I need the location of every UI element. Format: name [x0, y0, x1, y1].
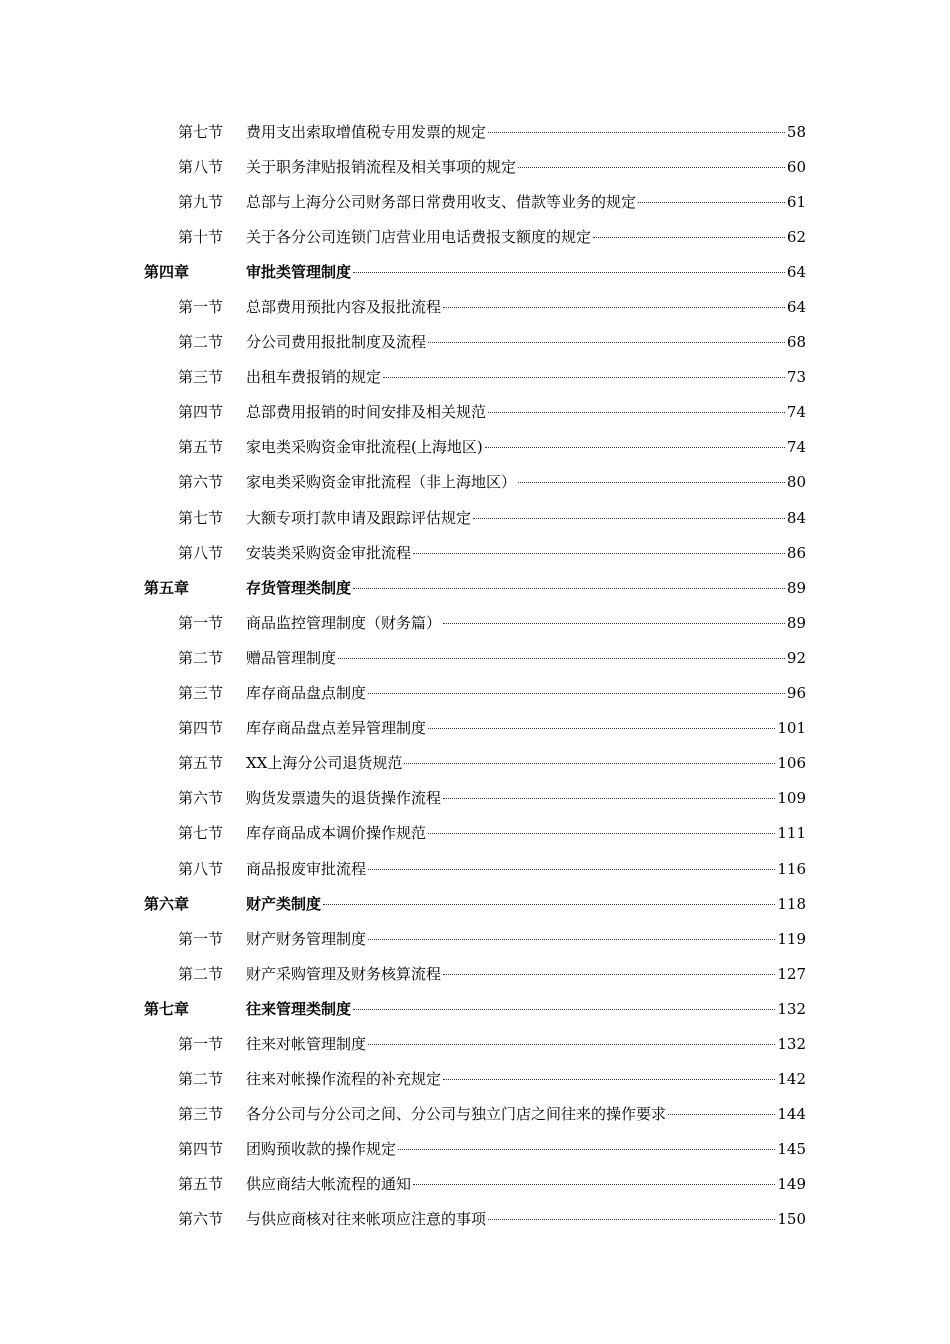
toc-entry-page-number: 64 [786, 298, 806, 317]
toc-entry-number: 第三节 [178, 368, 224, 387]
toc-entry-title: 各分公司与分公司之间、分公司与独立门店之间往来的操作要求 [246, 1105, 667, 1124]
toc-entry-page-number: 149 [777, 1175, 806, 1194]
dot-leader [443, 1079, 775, 1080]
toc-entry-page-number: 74 [786, 403, 806, 422]
toc-entry-number: 第二节 [178, 333, 224, 352]
toc-entry-title: 供应商结大帐流程的通知 [246, 1175, 412, 1194]
toc-entry-number: 第七节 [178, 508, 224, 527]
toc-entry-line [246, 999, 806, 1019]
toc-entry-title: 大额专项打款申请及跟踪评估规定 [246, 508, 472, 527]
toc-entry-page-number: 145 [777, 1140, 806, 1159]
dot-leader [518, 167, 785, 168]
toc-entry-line [246, 192, 806, 212]
toc-entry-line [246, 1034, 806, 1054]
table-of-contents [0, 114, 950, 1237]
toc-entry-number: 第一节 [178, 613, 224, 632]
toc-entry-page-number: 116 [777, 859, 806, 878]
toc-entry-number: 第六节 [178, 789, 224, 808]
toc-entry-number: 第七节 [178, 824, 224, 843]
toc-entry-title: 库存商品盘点制度 [246, 684, 367, 703]
toc-entry-line [246, 613, 806, 633]
dot-leader [404, 763, 775, 764]
toc-entry-line [246, 472, 806, 492]
toc-entry-number: 第一节 [178, 1034, 224, 1053]
toc-entry-line [246, 1174, 806, 1194]
toc-entry-page-number: 60 [786, 157, 806, 176]
dot-leader [443, 307, 785, 308]
toc-entry-line [246, 1104, 806, 1124]
toc-entry-page-number: 84 [786, 508, 806, 527]
toc-chapter-entry[interactable] [0, 886, 950, 921]
toc-section-entry[interactable] [0, 289, 950, 324]
toc-entry-line [246, 543, 806, 563]
toc-entry-line [246, 262, 806, 282]
toc-entry-title: 购货发票遗失的退货操作流程 [246, 789, 442, 808]
toc-section-entry[interactable] [0, 114, 950, 149]
toc-entry-title: 出租车费报销的规定 [246, 368, 382, 387]
toc-entry-title: 关于职务津贴报销流程及相关事项的规定 [246, 157, 517, 176]
toc-entry-title: 总部与上海分公司财务部日常费用收支、借款等业务的规定 [246, 192, 637, 211]
dot-leader [638, 202, 785, 203]
toc-entry-line [246, 718, 806, 738]
toc-entry-title: 往来对帐操作流程的补充规定 [246, 1070, 442, 1089]
toc-entry-title: XX上海分公司退货规范 [246, 754, 403, 773]
toc-entry-number: 第一节 [178, 298, 224, 317]
dot-leader [383, 377, 785, 378]
dot-leader [398, 1149, 775, 1150]
toc-section-entry[interactable] [0, 816, 950, 851]
toc-entry-line [246, 964, 806, 984]
toc-entry-number: 第八节 [178, 157, 224, 176]
toc-entry-number: 第二节 [178, 648, 224, 667]
toc-entry-page-number: 74 [786, 438, 806, 457]
toc-entry-title: 库存商品成本调价操作规范 [246, 824, 427, 843]
toc-entry-title: 商品报废审批流程 [246, 859, 367, 878]
toc-section-entry[interactable] [0, 149, 950, 184]
dot-leader [368, 693, 785, 694]
toc-section-entry[interactable] [0, 605, 950, 640]
toc-entry-line [246, 683, 806, 703]
toc-section-entry[interactable] [0, 746, 950, 781]
toc-section-entry[interactable] [0, 676, 950, 711]
toc-entry-number: 第五节 [178, 754, 224, 773]
toc-entry-number: 第五节 [178, 1175, 224, 1194]
toc-entry-title: 商品监控管理制度（财务篇） [246, 613, 442, 632]
toc-entry-page-number: 89 [786, 613, 806, 632]
toc-entry-page-number: 119 [777, 929, 806, 948]
dot-leader [413, 1184, 775, 1185]
toc-entry-page-number: 132 [777, 999, 806, 1018]
toc-entry-line [246, 122, 806, 142]
toc-chapter-entry[interactable] [0, 254, 950, 289]
toc-entry-number: 第四节 [178, 719, 224, 738]
toc-entry-line [246, 1209, 806, 1229]
toc-entry-line [246, 788, 806, 808]
toc-entry-number: 第十节 [178, 227, 224, 246]
toc-section-entry[interactable] [0, 781, 950, 816]
dot-leader [443, 623, 785, 624]
dot-leader [443, 974, 775, 975]
dot-leader [488, 412, 785, 413]
toc-entry-page-number: 68 [786, 333, 806, 352]
toc-entry-line [246, 648, 806, 668]
dot-leader [428, 833, 775, 834]
toc-entry-page-number: 127 [777, 964, 806, 983]
toc-section-entry[interactable] [0, 535, 950, 570]
toc-entry-title: 总部费用预批内容及报批流程 [246, 298, 442, 317]
toc-entry-line [246, 1139, 806, 1159]
toc-entry-number: 第五章 [144, 578, 190, 597]
toc-entry-title: 往来管理类制度 [246, 999, 352, 1018]
toc-entry-title: 库存商品盘点差异管理制度 [246, 719, 427, 738]
toc-entry-line [246, 157, 806, 177]
dot-leader [338, 658, 785, 659]
toc-entry-title: 往来对帐管理制度 [246, 1034, 367, 1053]
toc-entry-title: 家电类采购资金审批流程（非上海地区） [246, 473, 517, 492]
toc-entry-title: 安装类采购资金审批流程 [246, 543, 412, 562]
toc-entry-number: 第七节 [178, 122, 224, 141]
toc-entry-line [246, 929, 806, 949]
toc-entry-page-number: 144 [777, 1105, 806, 1124]
toc-entry-page-number: 86 [786, 543, 806, 562]
dot-leader [368, 939, 775, 940]
toc-entry-number: 第五节 [178, 438, 224, 457]
toc-entry-title: 总部费用报销的时间安排及相关规范 [246, 403, 487, 422]
toc-entry-page-number: 111 [777, 824, 806, 843]
toc-entry-title: 与供应商核对往来帐项应注意的事项 [246, 1210, 487, 1229]
toc-entry-page-number: 109 [777, 789, 806, 808]
toc-entry-title: 费用支出索取增值税专用发票的规定 [246, 122, 487, 141]
dot-leader [488, 132, 785, 133]
toc-entry-line [246, 437, 806, 457]
toc-section-entry[interactable] [0, 1097, 950, 1132]
toc-section-entry[interactable] [0, 395, 950, 430]
toc-entry-title: 家电类采购资金审批流程(上海地区) [246, 438, 483, 457]
toc-section-entry[interactable] [0, 921, 950, 956]
toc-section-entry[interactable] [0, 325, 950, 360]
toc-entry-line [246, 823, 806, 843]
toc-entry-page-number: 73 [786, 368, 806, 387]
toc-entry-number: 第四章 [144, 262, 190, 281]
dot-leader [368, 869, 775, 870]
toc-entry-page-number: 118 [777, 894, 806, 913]
toc-entry-number: 第六节 [178, 473, 224, 492]
dot-leader [443, 798, 775, 799]
toc-entry-number: 第三节 [178, 684, 224, 703]
toc-chapter-entry[interactable] [0, 570, 950, 605]
toc-section-entry[interactable] [0, 851, 950, 886]
dot-leader [485, 447, 785, 448]
toc-entry-page-number: 142 [777, 1070, 806, 1089]
toc-entry-line [246, 227, 806, 247]
toc-entry-number: 第九节 [178, 192, 224, 211]
toc-section-entry[interactable] [0, 1132, 950, 1167]
toc-entry-line [246, 297, 806, 317]
toc-entry-page-number: 132 [777, 1034, 806, 1053]
toc-entry-line [246, 1069, 806, 1089]
dot-leader [413, 553, 785, 554]
toc-entry-number: 第四节 [178, 1140, 224, 1159]
toc-section-entry[interactable] [0, 1202, 950, 1237]
toc-entry-page-number: 62 [786, 227, 806, 246]
toc-section-entry[interactable] [0, 711, 950, 746]
toc-entry-page-number: 64 [786, 262, 806, 281]
toc-entry-number: 第三节 [178, 1105, 224, 1124]
toc-entry-line [246, 402, 806, 422]
toc-entry-number: 第六节 [178, 1210, 224, 1229]
toc-entry-page-number: 89 [786, 578, 806, 597]
toc-entry-line [246, 578, 806, 598]
toc-entry-page-number: 106 [777, 754, 806, 773]
toc-entry-number: 第八节 [178, 859, 224, 878]
toc-entry-title: 分公司费用报批制度及流程 [246, 333, 427, 352]
toc-entry-line [246, 367, 806, 387]
dot-leader [473, 518, 785, 519]
toc-entry-number: 第二节 [178, 964, 224, 983]
dot-leader [353, 272, 785, 273]
toc-entry-title: 财产采购管理及财务核算流程 [246, 964, 442, 983]
toc-entry-page-number: 92 [786, 648, 806, 667]
dot-leader [488, 1219, 775, 1220]
toc-section-entry[interactable] [0, 1167, 950, 1202]
dot-leader [428, 342, 785, 343]
toc-entry-title: 存货管理类制度 [246, 578, 352, 597]
toc-entry-line [246, 332, 806, 352]
toc-entry-line [246, 753, 806, 773]
toc-chapter-entry[interactable] [0, 991, 950, 1026]
toc-section-entry[interactable] [0, 430, 950, 465]
toc-entry-page-number: 101 [777, 719, 806, 738]
toc-entry-title: 审批类管理制度 [246, 262, 352, 281]
dot-leader [428, 728, 775, 729]
toc-entry-number: 第一节 [178, 929, 224, 948]
toc-entry-number: 第七章 [144, 999, 190, 1018]
toc-entry-title: 团购预收款的操作规定 [246, 1140, 397, 1159]
dot-leader [593, 237, 785, 238]
toc-entry-page-number: 96 [786, 684, 806, 703]
dot-leader [323, 904, 775, 905]
toc-entry-page-number: 61 [786, 192, 806, 211]
toc-entry-line [246, 894, 806, 914]
toc-entry-title: 财产财务管理制度 [246, 929, 367, 948]
dot-leader [353, 1009, 775, 1010]
toc-section-entry[interactable] [0, 1062, 950, 1097]
toc-entry-number: 第六章 [144, 894, 190, 913]
toc-entry-line [246, 859, 806, 879]
toc-section-entry[interactable] [0, 1026, 950, 1061]
toc-entry-page-number: 80 [786, 473, 806, 492]
toc-section-entry[interactable] [0, 640, 950, 675]
toc-entry-number: 第四节 [178, 403, 224, 422]
dot-leader [353, 588, 785, 589]
toc-section-entry[interactable] [0, 219, 950, 254]
toc-entry-line [246, 508, 806, 528]
toc-entry-page-number: 150 [777, 1210, 806, 1229]
dot-leader [668, 1114, 775, 1115]
toc-section-entry[interactable] [0, 500, 950, 535]
dot-leader [368, 1044, 775, 1045]
toc-entry-title: 财产类制度 [246, 894, 322, 913]
toc-entry-number: 第八节 [178, 543, 224, 562]
toc-section-entry[interactable] [0, 956, 950, 991]
toc-entry-title: 关于各分公司连锁门店营业用电话费报支额度的规定 [246, 227, 592, 246]
toc-section-entry[interactable] [0, 465, 950, 500]
toc-entry-number: 第二节 [178, 1070, 224, 1089]
dot-leader [518, 482, 785, 483]
toc-section-entry[interactable] [0, 184, 950, 219]
toc-section-entry[interactable] [0, 360, 950, 395]
toc-entry-page-number: 58 [786, 122, 806, 141]
toc-entry-title: 赠品管理制度 [246, 648, 337, 667]
